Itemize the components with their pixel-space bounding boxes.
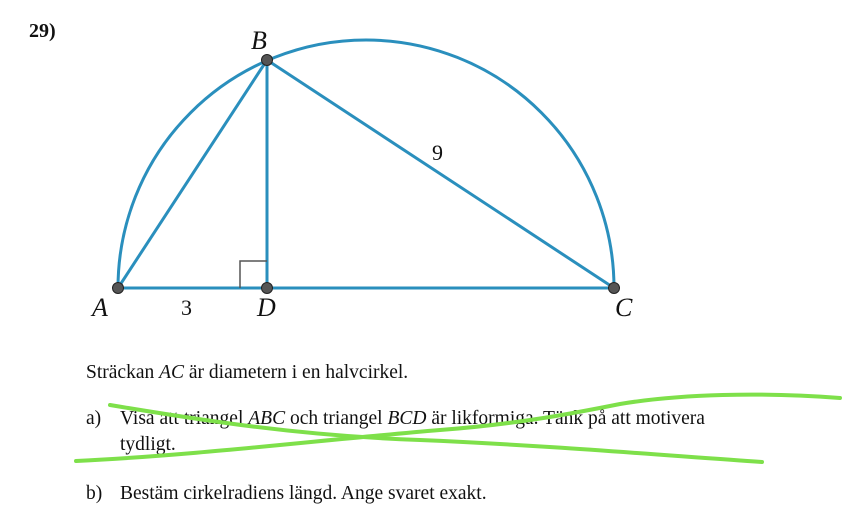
question-b-text: Bestäm cirkelradiens längd. Ange svaret exakt. xyxy=(120,483,487,504)
label-d: D xyxy=(257,293,276,322)
length-bc: 9 xyxy=(432,140,443,165)
qa-t4: tydligt. xyxy=(120,434,176,455)
qa-t3: är likformiga. Tänk på att motivera xyxy=(426,408,705,429)
label-a: A xyxy=(92,293,108,322)
question-a-label: a) xyxy=(86,408,102,429)
qa-v2: BCD xyxy=(387,408,427,429)
intro-var: AC xyxy=(159,362,185,383)
semicircle-arc xyxy=(118,40,614,288)
qa-t2: och triangel xyxy=(285,408,388,429)
problem-number: 29) xyxy=(29,20,56,42)
label-c: C xyxy=(615,293,633,322)
qa-v1: ABC xyxy=(248,408,286,429)
segment-ab xyxy=(118,60,267,288)
question-b xyxy=(86,481,487,507)
question-a xyxy=(86,406,786,458)
intro-text xyxy=(86,360,408,386)
intro-post: är diametern i en halvcirkel. xyxy=(184,362,409,383)
question-b-label: b) xyxy=(86,483,103,504)
point-a-dot xyxy=(113,283,124,294)
length-ad: 3 xyxy=(181,295,192,320)
segment-bc xyxy=(267,60,614,288)
intro-pre: Sträckan xyxy=(86,362,160,383)
label-b: B xyxy=(251,26,267,55)
qa-t1: Visa att triangel xyxy=(120,408,249,429)
point-b-dot xyxy=(262,55,273,66)
point-d-dot xyxy=(262,283,273,294)
point-c-dot xyxy=(609,283,620,294)
